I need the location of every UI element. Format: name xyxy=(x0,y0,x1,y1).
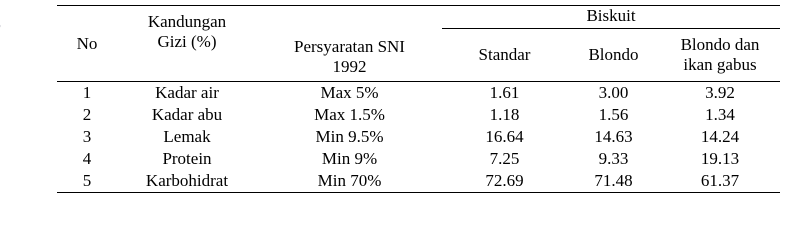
cell-sni: Min 9.5% xyxy=(315,127,384,146)
cell-blondo-ikan-gabus: 61.37 xyxy=(660,170,780,193)
cell-sni: Min 9% xyxy=(321,149,378,168)
cell-blondo: 14.63 xyxy=(594,127,633,146)
cell-sni: Max 1.5% xyxy=(314,105,385,124)
cell-no: 5 xyxy=(57,170,117,193)
header-blondo-ikan-gabus: Blondo dan ikan gabus xyxy=(660,29,780,82)
cell-blondo: 9.33 xyxy=(598,149,629,168)
watermark xyxy=(2,2,24,62)
watermark-text xyxy=(0,22,1,44)
cell-item: Lemak xyxy=(163,127,211,146)
table-row xyxy=(57,170,780,193)
cell-item: Karbohidrat xyxy=(117,170,257,193)
cell-blondo-ikan-gabus: 14.24 xyxy=(700,127,740,146)
cell-standar: 1.18 xyxy=(489,105,520,124)
nutrition-table xyxy=(57,5,780,193)
header-no: No xyxy=(57,6,117,82)
cell-no: 2 xyxy=(82,105,92,124)
header-persyaratan-sni: Persyaratan SNI 1992 xyxy=(257,6,442,82)
table-row xyxy=(57,104,780,126)
cell-no: 4 xyxy=(82,149,92,168)
cell-blondo-ikan-gabus: 19.13 xyxy=(700,149,740,168)
cell-sni: Min 70% xyxy=(257,170,442,193)
cell-item: Protein xyxy=(162,149,212,168)
cell-blondo: 3.00 xyxy=(598,83,629,102)
cell-blondo: 1.56 xyxy=(598,105,629,124)
cell-standar: 16.64 xyxy=(485,127,524,146)
cell-item: Kadar abu xyxy=(151,105,223,124)
cell-blondo-ikan-gabus: 3.92 xyxy=(705,83,735,102)
header-standar: Standar xyxy=(442,29,567,82)
cell-standar: 1.61 xyxy=(489,83,520,102)
cell-standar: 72.69 xyxy=(442,170,567,193)
table-row xyxy=(57,82,780,105)
cell-blondo-ikan-gabus: 1.34 xyxy=(705,105,735,124)
cell-sni: Max 5% xyxy=(320,83,379,102)
cell-no: 3 xyxy=(82,127,92,146)
cell-standar: 7.25 xyxy=(489,149,520,168)
cell-item: Kadar air xyxy=(155,83,219,102)
cell-blondo: 71.48 xyxy=(567,170,660,193)
cell-no: 1 xyxy=(82,83,92,102)
header-blondo: Blondo xyxy=(567,29,660,82)
header-row-1 xyxy=(57,6,780,29)
header-kandungan-gizi: Kandungan Gizi (%) xyxy=(117,6,257,82)
table-row xyxy=(57,126,780,148)
header-biskuit-group: Biskuit xyxy=(442,6,780,29)
table-row xyxy=(57,148,780,170)
